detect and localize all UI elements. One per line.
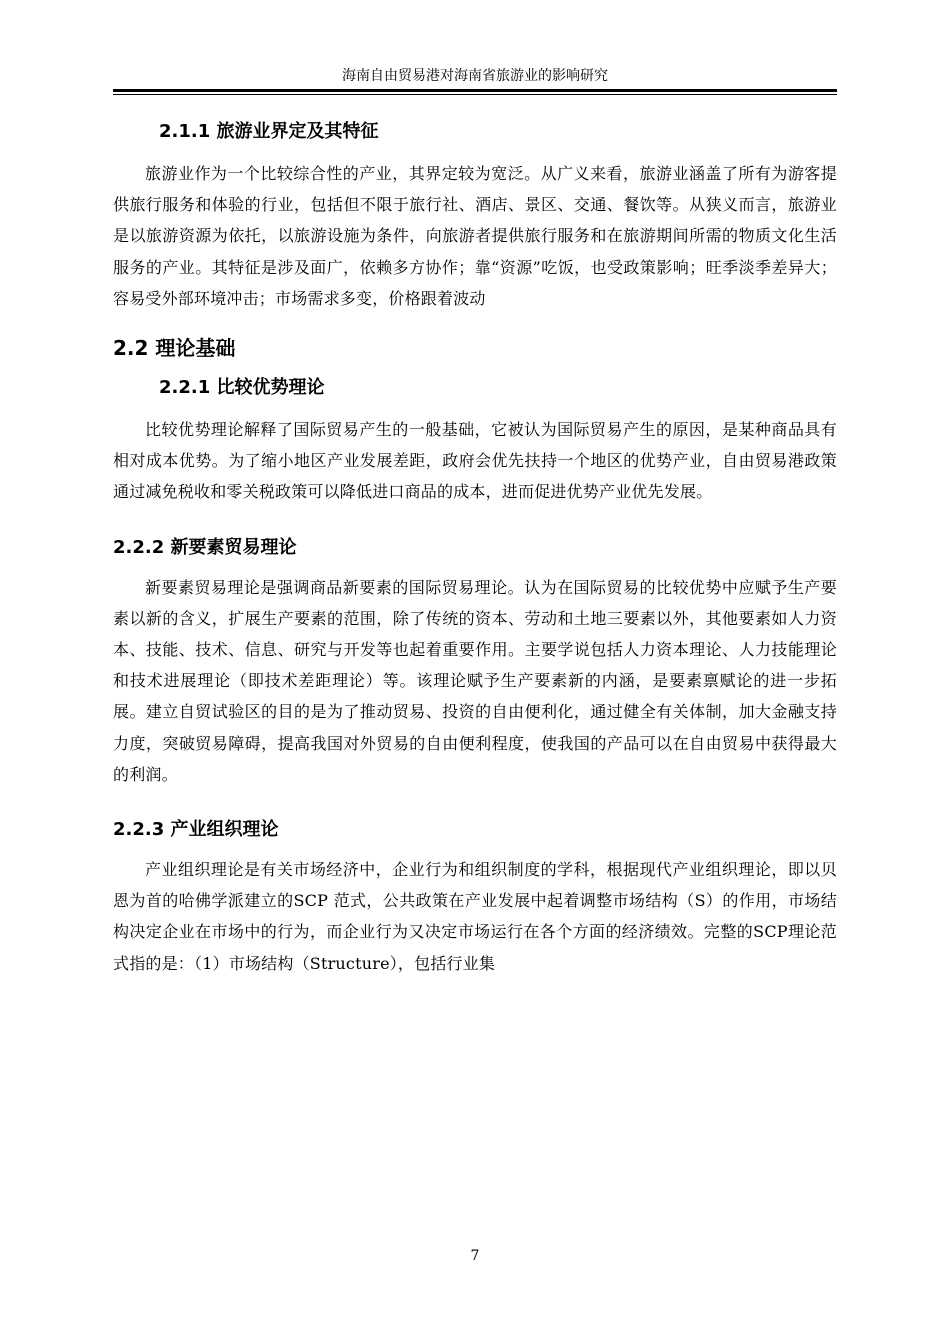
paragraph-tourism-definition: 旅游业作为一个比较综合性的产业，其界定较为宽泛。从广义来看，旅游业涵盖了所有为游客提供旅行服务和体验的行业，包括但不限于旅行社、酒店、景区、交通、餐饮等。从狭义而言，旅游业是以旅游资源为依托，以旅游设施为条件，向旅游者提供旅行服务和在旅游期间所需的物质文化生活服务的产业。其特征是涉及面广，依赖多方协作；靠“资源”吃饭，也受政策影响；旺季淡季差异大；容易受外部环境冲击；市场需求多变，价格跟着波动: [113, 164, 837, 308]
header-rule-thin: [113, 94, 837, 95]
header-rule-thick: [113, 89, 837, 92]
running-header: 海南自由贸易港对海南省旅游业的影响研究: [342, 68, 608, 84]
paragraph-new-factor-trade: 新要素贸易理论是强调商品新要素的国际贸易理论。认为在国际贸易的比较优势中应赋予生产要素以新的含义，扩展生产要素的范围，除了传统的资本、劳动和土地三要素以外，其他要素如人力资本、技能、技术、信息、研究与开发等也起着重要作用。主要学说包括人力资本理论、人力技能理论和技术进展理论（即技术差距理论）等。该理论赋予生产要素新的内涵，是要素禀赋论的进一步拓展。建立自贸试验区的目的是为了推动贸易、投资的自由便利化，通过健全有关体制，加大金融支持力度，突破贸易障碍，提高我国对外贸易的自由便利程度，使我国的产品可以在自由贸易中获得最大的利润。: [113, 577, 837, 784]
heading-2-2-2: 2.2.2 新要素贸易理论: [113, 536, 297, 558]
heading-2-2-3: 2.2.3 产业组织理论: [113, 819, 279, 841]
heading-2-2-1: 2.2.1 比较优势理论: [159, 377, 325, 399]
page-content: [113, 112, 837, 979]
paragraph-comparative-advantage: 比较优势理论解释了国际贸易产生的一般基础，它被认为国际贸易产生的原因，是某种商品具有相对成本优势。为了缩小地区产业发展差距，政府会优先扶持一个地区的优势产业，自由贸易港政策通过减免税收和零关税政策可以降低进口商品的成本，进而促进优势产业优先发展。: [113, 420, 837, 502]
heading-2-2: 2.2 理论基础: [113, 336, 236, 361]
heading-2-1-1: 2.1.1 旅游业界定及其特征: [159, 121, 379, 142]
page-number: 7: [470, 1248, 480, 1264]
paragraph-industrial-organization: 产业组织理论是有关市场经济中，企业行为和组织制度的学科，根据现代产业组织理论，即以贝恩为首的哈佛学派建立的SCP 范式，公共政策在产业发展中起着调整市场结构（S）的作用，市场结构决定企业在市场中的行为，而企业行为又决定市场运行在各个方面的经济绩效。完整的SCP理论范式指的是：（1）市场结构（Structure），包括行业集: [113, 860, 837, 973]
